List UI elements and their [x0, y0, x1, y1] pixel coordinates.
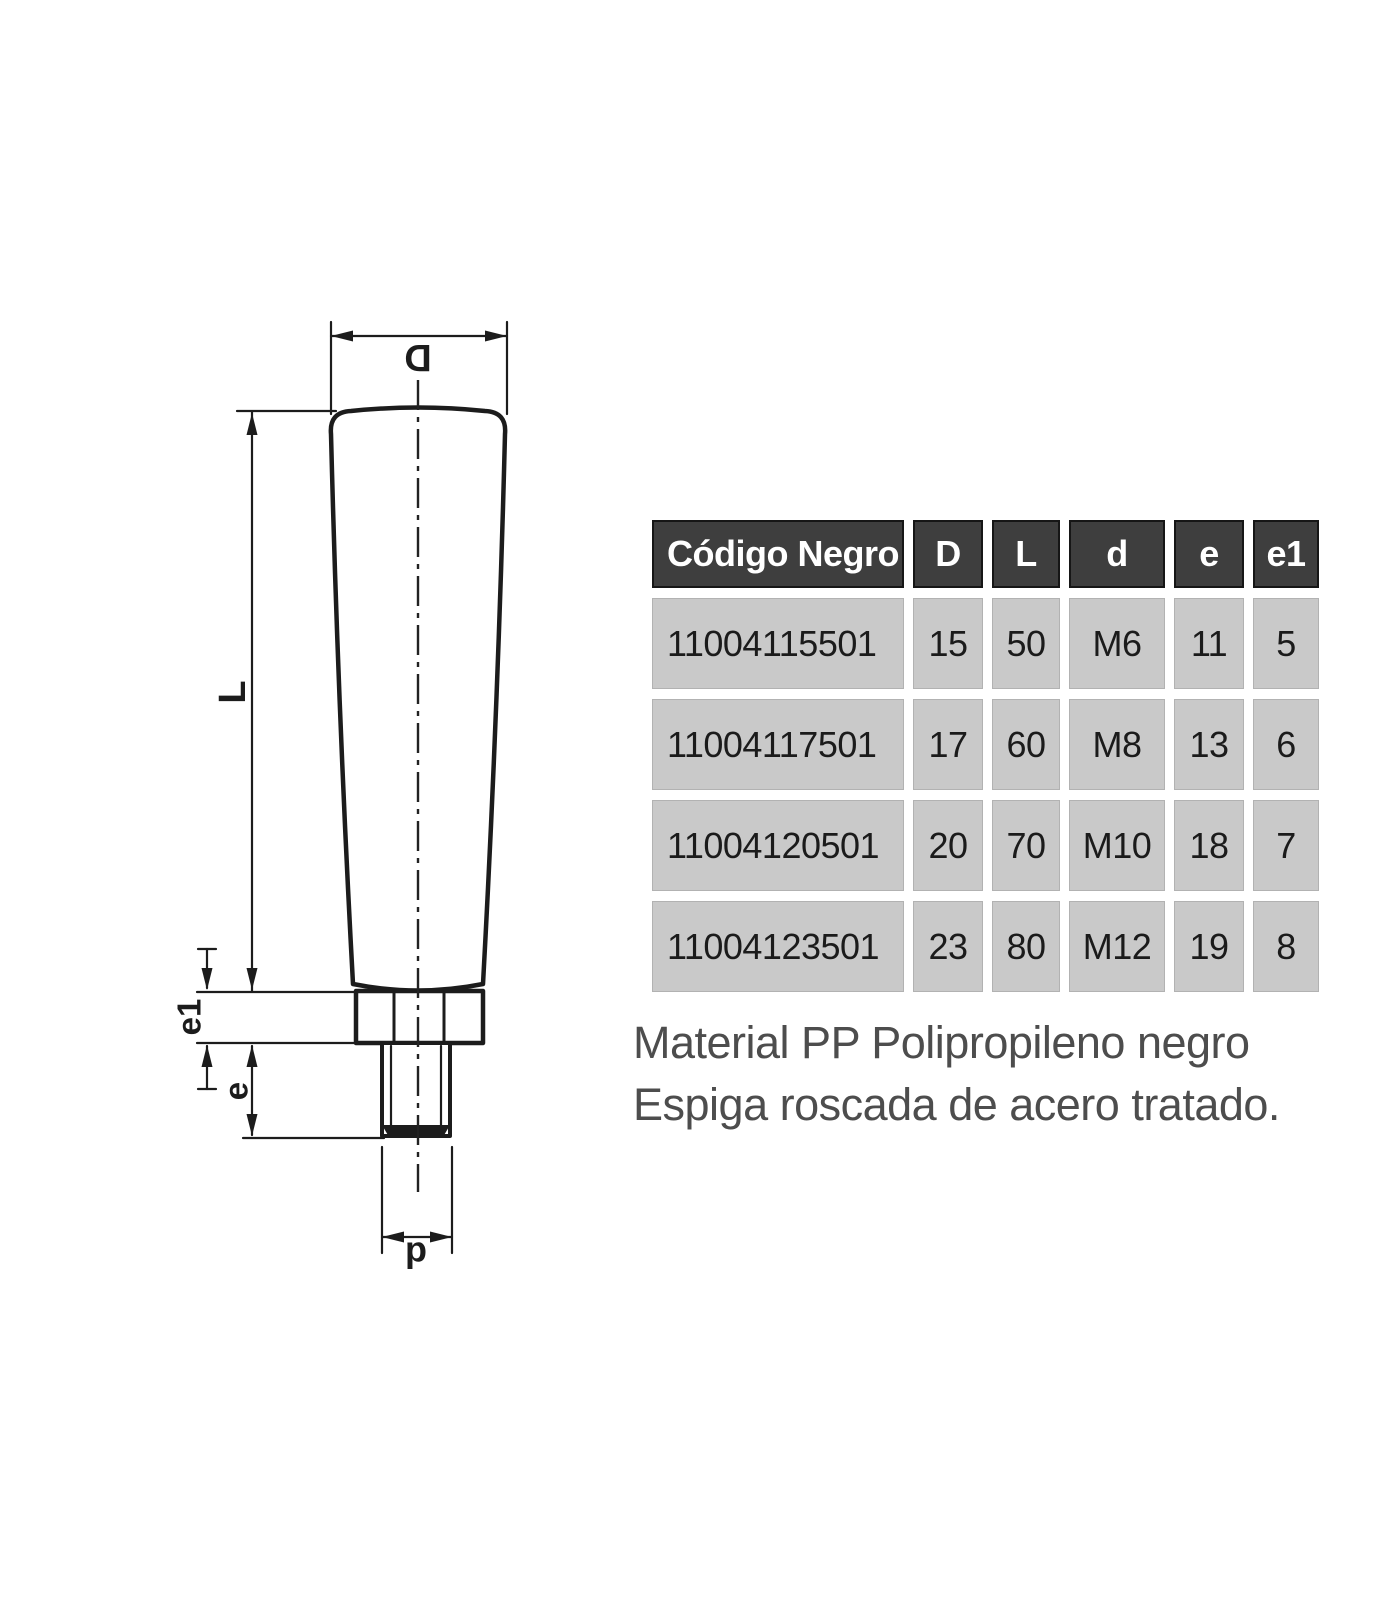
material-note-line1: Material PP Polipropileno negro	[633, 1017, 1250, 1068]
table-cell: 50	[992, 598, 1060, 689]
arrowhead	[247, 1045, 258, 1067]
table-cell-code: 11004115501	[652, 598, 904, 689]
arrowhead	[247, 1114, 258, 1136]
col-header-d: d	[1069, 520, 1165, 588]
table-cell: 6	[1253, 699, 1319, 790]
col-header-L: L	[992, 520, 1060, 588]
col-header-codigo-negro: Código Negro	[652, 520, 904, 588]
dim-label-d: d	[405, 1234, 427, 1276]
table-cell: 15	[913, 598, 983, 689]
table-cell: 70	[992, 800, 1060, 891]
table-cell-code: 11004117501	[652, 699, 904, 790]
arrowhead	[202, 968, 213, 990]
table-cell: 11	[1174, 598, 1244, 689]
table-cell: 19	[1174, 901, 1244, 992]
dim-label-D: D	[404, 336, 432, 378]
arrowhead	[202, 1045, 213, 1067]
table-cell: 5	[1253, 598, 1319, 689]
table-cell: 20	[913, 800, 983, 891]
material-notes	[633, 1012, 1280, 1136]
col-header-D: D	[913, 520, 983, 588]
table-cell: 17	[913, 699, 983, 790]
threaded-stud	[382, 1043, 450, 1136]
dim-label-L: L	[212, 680, 254, 704]
hex-collar	[356, 991, 483, 1043]
col-header-e1: e1	[1253, 520, 1319, 588]
table-cell: 80	[992, 901, 1060, 992]
table-cell: 18	[1174, 800, 1244, 891]
col-header-e: e	[1174, 520, 1244, 588]
table-cell: 13	[1174, 699, 1244, 790]
table-cell: M6	[1069, 598, 1165, 689]
arrowhead	[485, 331, 507, 342]
table-cell-code: 11004123501	[652, 901, 904, 992]
dim-label-e: e	[217, 1081, 255, 1101]
stud-chamfer	[382, 1125, 450, 1137]
table-cell: M8	[1069, 699, 1165, 790]
table-cell-code: 11004120501	[652, 800, 904, 891]
arrowhead	[247, 968, 258, 990]
table-cell: 23	[913, 901, 983, 992]
table-cell: 7	[1253, 800, 1319, 891]
table-cell: M10	[1069, 800, 1165, 891]
material-note-line2: Espiga roscada de acero tratado.	[633, 1079, 1280, 1130]
arrowhead	[247, 413, 258, 435]
dim-label-e1: e1	[170, 998, 208, 1036]
arrowhead	[430, 1232, 452, 1243]
arrowhead	[331, 331, 353, 342]
table-cell: M12	[1069, 901, 1165, 992]
arrowhead	[382, 1232, 404, 1243]
table-cell: 8	[1253, 901, 1319, 992]
table-cell: 60	[992, 699, 1060, 790]
spec-table	[652, 520, 1319, 992]
